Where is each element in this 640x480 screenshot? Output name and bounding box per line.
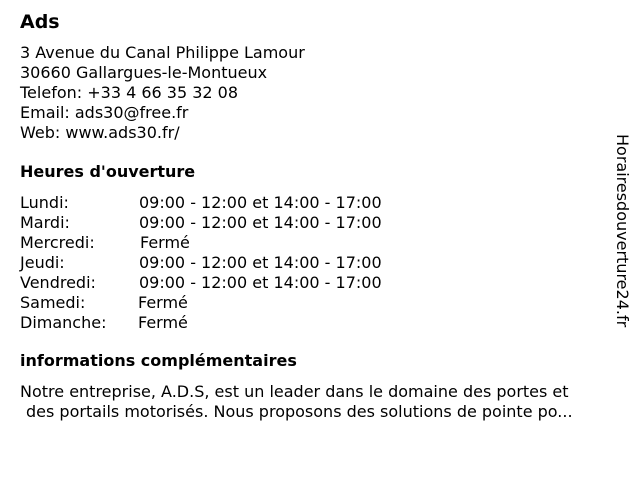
- day-label: Dimanche:: [20, 313, 107, 332]
- day-hours: 09:00 - 12:00 et 14:00 - 17:00: [139, 253, 382, 272]
- additional-info-heading: informations complémentaires: [20, 351, 297, 370]
- day-label: Lundi:: [20, 193, 69, 212]
- day-label: Samedi:: [20, 293, 86, 312]
- hours-row-thursday: [20, 253, 610, 273]
- business-card: [20, 10, 610, 422]
- hours-row-tuesday: [20, 213, 610, 233]
- address-line-1: 3 Avenue du Canal Philippe Lamour: [20, 43, 305, 62]
- description-line-1: Notre entreprise, A.D.S, est un leader dans le domaine des portes et: [20, 382, 569, 401]
- watermark-site-text: Horairesdouverture24.fr: [613, 134, 632, 328]
- day-label: Mercredi:: [20, 233, 95, 252]
- day-hours: Fermé: [138, 313, 188, 332]
- day-label: Mardi:: [20, 213, 70, 232]
- description-line-2: des portails motorisés. Nous proposons des solutions de pointe po...: [26, 402, 573, 421]
- hours-row-monday: [20, 193, 610, 213]
- day-hours: 09:00 - 12:00 et 14:00 - 17:00: [139, 213, 382, 232]
- email-line: Email: ads30@free.fr: [20, 103, 189, 122]
- business-name: Ads: [20, 11, 60, 33]
- day-hours: 09:00 - 12:00 et 14:00 - 17:00: [139, 193, 382, 212]
- day-label: Jeudi:: [20, 253, 65, 272]
- day-hours: 09:00 - 12:00 et 14:00 - 17:00: [139, 273, 382, 292]
- opening-hours-heading: Heures d'ouverture: [20, 162, 196, 181]
- opening-hours-table: [20, 193, 610, 333]
- hours-row-sunday: [20, 313, 610, 333]
- day-hours: Fermé: [138, 293, 188, 312]
- address-line-2: 30660 Gallargues-le-Montueux: [20, 63, 268, 82]
- hours-row-friday: [20, 273, 610, 293]
- day-hours: Fermé: [140, 233, 190, 252]
- hours-row-wednesday: [20, 233, 610, 253]
- hours-row-saturday: [20, 293, 610, 313]
- day-label: Vendredi:: [20, 273, 96, 292]
- phone-line: Telefon: +33 4 66 35 32 08: [20, 83, 239, 102]
- web-line: Web: www.ads30.fr/: [20, 123, 180, 142]
